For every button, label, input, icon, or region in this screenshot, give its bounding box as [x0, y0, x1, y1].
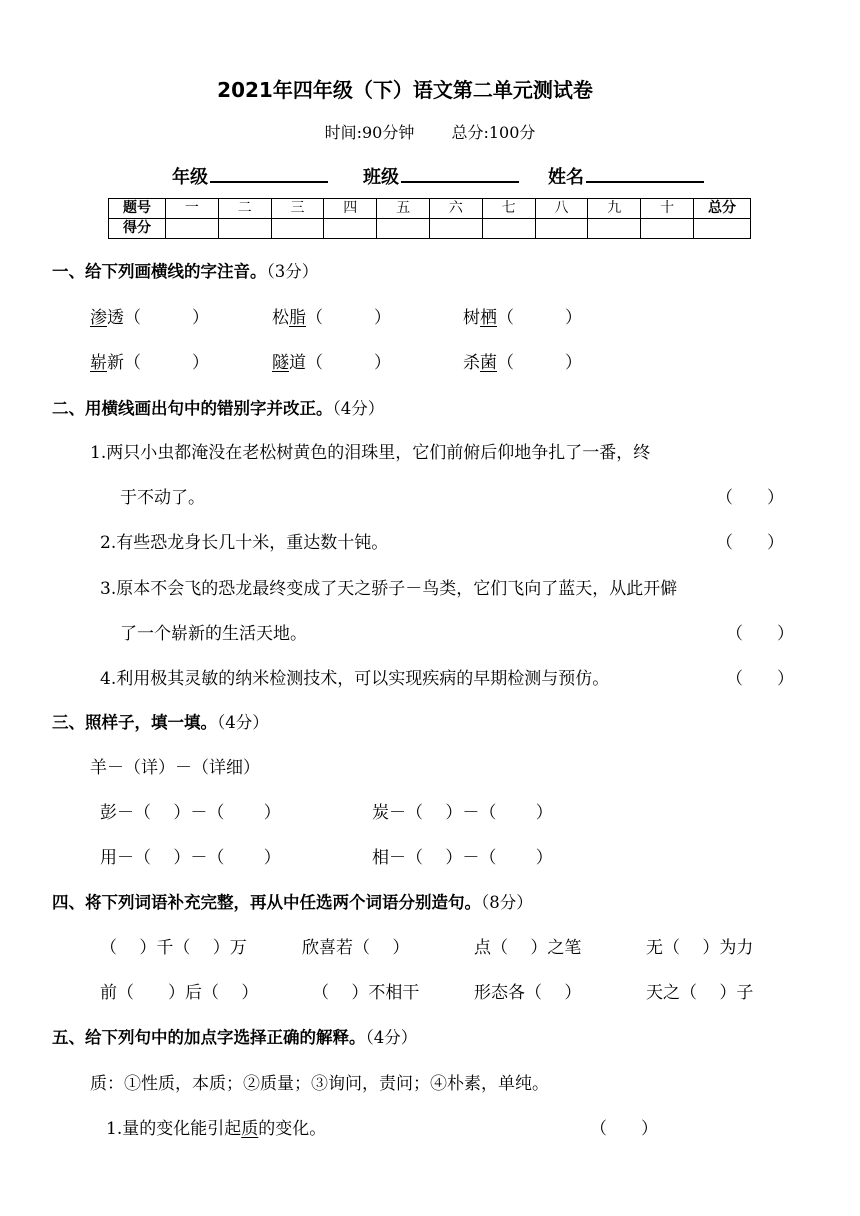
score-row-label: 得分	[109, 219, 166, 239]
score-header-cell: 题号	[109, 199, 166, 219]
score-cell[interactable]	[588, 219, 641, 239]
s1-item-3	[463, 303, 582, 328]
s2-question-3-line-2: 了一个崭新的生活天地。	[120, 624, 307, 644]
s3-example: 羊－（详）－（详细）	[90, 758, 260, 778]
class-blank	[401, 163, 519, 183]
score-header-cell: 九	[588, 199, 641, 219]
item-text: 杀	[463, 353, 480, 373]
answer-paren: （ ）	[726, 624, 794, 644]
score-header-cell: 十	[641, 199, 694, 219]
item-text: 1.量的变化能引起	[106, 1119, 242, 1139]
s4-idiom: 无（ ）为力	[646, 938, 754, 958]
underlined-char: 隧	[272, 353, 289, 373]
section-title: 三、照样子，填一填。	[52, 713, 217, 732]
score-cell[interactable]	[482, 219, 535, 239]
score-header-cell: 六	[429, 199, 482, 219]
item-text: 松	[272, 308, 289, 328]
section-2-heading	[52, 395, 384, 419]
item-text: 的变化。	[258, 1119, 327, 1139]
section-points: （3分）	[266, 262, 319, 281]
score-header-cell: 七	[482, 199, 535, 219]
s3-row-1-left: 彭－（ ）－（ ）	[100, 803, 281, 823]
score-header-cell: 四	[324, 199, 377, 219]
score-cell[interactable]	[377, 219, 430, 239]
answer-paren: （ ）	[497, 353, 582, 373]
score-table	[108, 198, 751, 239]
class-label: 班级	[363, 167, 399, 188]
s2-question-3-line-1: 3.原本不会飞的恐龙最终变成了天之骄子－鸟类，它们飞向了蓝天，从此开僻	[100, 579, 678, 599]
dotted-char: 质	[241, 1119, 259, 1139]
grade-field	[172, 163, 328, 189]
score-cell[interactable]	[429, 219, 482, 239]
name-blank	[586, 163, 704, 183]
score-cell[interactable]	[535, 219, 588, 239]
score-value-row	[109, 219, 751, 239]
score-cell[interactable]	[694, 219, 751, 239]
item-text: 树	[463, 308, 480, 328]
score-header-cell: 总分	[694, 199, 751, 219]
s4-idiom: 前（ ）后（ ）	[100, 983, 259, 1003]
section-points: （4分）	[332, 399, 385, 418]
s2-question-2: 2.有些恐龙身长几十米，重达数十钝。	[100, 533, 389, 553]
s5-definition: 质：①性质，本质；②质量；③询问，责问；④朴素，单纯。	[90, 1074, 549, 1094]
answer-paren: （ ）	[716, 488, 784, 508]
score-header-row	[109, 199, 751, 219]
answer-paren: （ ）	[590, 1119, 658, 1139]
score-header-cell: 八	[535, 199, 588, 219]
item-text: 道（ ）	[289, 353, 391, 373]
section-4-heading	[52, 889, 533, 913]
score-cell[interactable]	[271, 219, 324, 239]
s3-row-2-left: 用－（ ）－（ ）	[100, 848, 281, 868]
underlined-char: 崭	[90, 353, 107, 373]
underlined-char: 渗	[90, 308, 107, 328]
s4-idiom: 天之（ ）子	[646, 983, 754, 1003]
page-title: 2021年四年级（下）语文第二单元测试卷	[217, 78, 593, 102]
score-cell[interactable]	[166, 219, 219, 239]
s1-item-4	[90, 348, 209, 373]
exam-meta	[0, 120, 860, 143]
section-5-heading	[52, 1024, 417, 1048]
section-3-heading	[52, 709, 269, 733]
section-title: 一、给下列画横线的字注音。	[52, 262, 267, 281]
s2-question-1-line-1: 1.两只小虫都淹没在老松树黄色的泪珠里，它们前俯后仰地争扎了一番，终	[90, 443, 651, 463]
exam-total: 总分:100分	[451, 123, 536, 142]
s2-question-4: 4.利用极其灵敏的纳米检测技术，可以实现疾病的早期检测与预仿。	[100, 669, 610, 689]
section-1-heading	[52, 258, 318, 282]
answer-paren: （ ）	[306, 308, 391, 328]
section-points: （4分）	[365, 1028, 418, 1047]
score-cell[interactable]	[324, 219, 377, 239]
class-field	[363, 163, 519, 189]
section-title: 五、给下列句中的加点字选择正确的解释。	[52, 1028, 366, 1047]
underlined-char: 菌	[480, 353, 497, 373]
answer-paren: （ ）	[726, 669, 794, 689]
s3-row-2-right: 相－（ ）－（ ）	[372, 848, 553, 868]
s4-idiom: 欣喜若（ ）	[302, 938, 410, 958]
section-points: （4分）	[217, 713, 269, 732]
section-title: 四、将下列词语补充完整，再从中任选两个词语分别造句。	[52, 893, 481, 912]
s4-idiom: （ ）千（ ）万	[100, 938, 247, 958]
score-header-cell: 一	[166, 199, 219, 219]
s2-question-1-line-2: 于不动了。	[120, 488, 205, 508]
exam-time: 时间:90分钟	[324, 123, 415, 142]
section-title: 二、用横线画出句中的错别字并改正。	[52, 399, 333, 418]
grade-label: 年级	[172, 167, 208, 188]
score-header-cell: 三	[271, 199, 324, 219]
s5-question-1	[106, 1114, 326, 1139]
s1-item-6	[463, 348, 582, 373]
answer-paren: （ ）	[497, 308, 582, 328]
item-text: 透（ ）	[107, 308, 209, 328]
score-cell[interactable]	[641, 219, 694, 239]
underlined-char: 脂	[289, 308, 306, 328]
name-field	[548, 163, 704, 189]
s4-idiom: （ ）不相干	[312, 983, 420, 1003]
s3-row-1-right: 炭－（ ）－（ ）	[372, 803, 553, 823]
section-points: （8分）	[481, 893, 533, 912]
score-header-cell: 五	[377, 199, 430, 219]
grade-blank	[210, 163, 328, 183]
underlined-char: 栖	[480, 308, 497, 328]
s1-item-5	[272, 348, 391, 373]
s1-item-2	[272, 303, 391, 328]
name-label: 姓名	[548, 167, 584, 188]
s4-idiom: 点（ ）之笔	[474, 938, 582, 958]
s1-item-1	[90, 303, 209, 328]
answer-paren: （ ）	[716, 533, 784, 553]
item-text: 新（ ）	[107, 353, 209, 373]
score-cell[interactable]	[218, 219, 271, 239]
score-header-cell: 二	[218, 199, 271, 219]
s4-idiom: 形态各（ ）	[474, 983, 582, 1003]
